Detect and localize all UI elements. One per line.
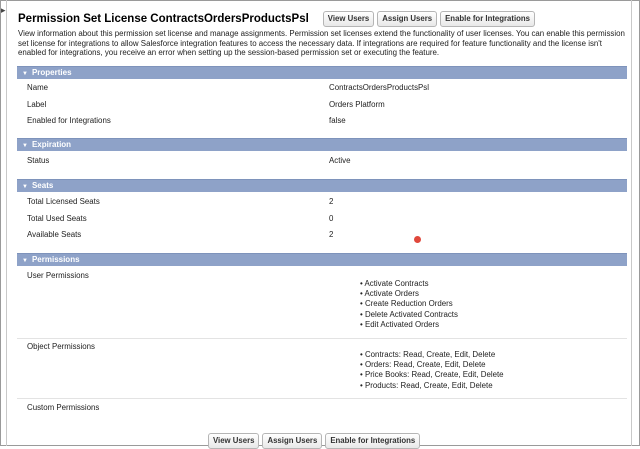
- list-item: • Activate Orders: [360, 289, 458, 299]
- section-title: Permissions: [31, 255, 80, 264]
- list-item: • Delete Activated Contracts: [360, 310, 458, 320]
- row-value: Orders Platform: [329, 100, 385, 109]
- assign-users-button[interactable]: Assign Users: [377, 11, 437, 27]
- footer-button-bar: [208, 433, 423, 449]
- view-users-button[interactable]: View Users: [208, 433, 259, 449]
- collapse-triangle-icon: ▼: [22, 184, 28, 190]
- assign-users-button[interactable]: Assign Users: [262, 433, 322, 449]
- user-permissions-label: User Permissions: [27, 271, 89, 280]
- list-item: • Contracts: Read, Create, Edit, Delete: [360, 350, 504, 360]
- section-header-properties[interactable]: [17, 66, 627, 79]
- row-value: 2: [329, 197, 334, 206]
- section-header-seats[interactable]: [17, 179, 627, 192]
- view-users-button[interactable]: View Users: [323, 11, 374, 27]
- list-item: • Orders: Read, Create, Edit, Delete: [360, 360, 504, 370]
- section-properties: [17, 66, 627, 79]
- user-permissions-list: [360, 279, 458, 330]
- cursor-indicator-dot: [414, 236, 421, 243]
- collapse-triangle-icon: ▼: [22, 143, 28, 149]
- row-label: Available Seats: [27, 230, 82, 239]
- row-label: Status: [27, 156, 50, 165]
- row-divider: [17, 338, 627, 339]
- row-label: Name: [27, 83, 49, 92]
- section-title: Seats: [31, 181, 54, 190]
- section-title: Expiration: [31, 140, 72, 149]
- list-item: • Price Books: Read, Create, Edit, Delete: [360, 370, 504, 380]
- object-permissions-label: Object Permissions: [27, 342, 95, 351]
- custom-permissions-label: Custom Permissions: [27, 403, 100, 412]
- right-border: [631, 0, 632, 446]
- row-label: Label: [27, 100, 47, 109]
- section-header-permissions[interactable]: [17, 253, 627, 266]
- row-value: 2: [329, 230, 334, 239]
- row-value: 0: [329, 214, 334, 223]
- list-item: • Products: Read, Create, Edit, Delete: [360, 381, 504, 391]
- row-value: ContractsOrdersProductsPsl: [329, 83, 429, 92]
- list-item: • Activate Contracts: [360, 279, 458, 289]
- collapse-triangle-icon: ▼: [22, 71, 28, 77]
- section-permissions: [17, 253, 627, 266]
- enable-for-integrations-button[interactable]: Enable for Integrations: [325, 433, 420, 449]
- left-border: [6, 0, 7, 446]
- section-seats: [17, 179, 627, 192]
- row-label: Total Licensed Seats: [27, 197, 100, 206]
- row-label: Enabled for Integrations: [27, 116, 111, 125]
- collapse-arrow-icon[interactable]: ▸: [1, 5, 6, 15]
- section-title: Properties: [31, 68, 72, 77]
- row-value: false: [329, 116, 346, 125]
- row-label: Total Used Seats: [27, 214, 87, 223]
- row-value: Active: [329, 156, 351, 165]
- row-divider: [17, 398, 627, 399]
- page-header: [18, 10, 538, 28]
- intro-description: View information about this permission set license and manage assignments. Permission set licenses extend the functionality of user licenses. You can enable this permission set license for integrations to allow Salesforce integration features to access the necessary data. If integrations are required for feature functionality and the license isn't enabled for integrations, you receive an error when setting up the session-based permission set or executing the feature.: [18, 29, 625, 57]
- section-header-expiration[interactable]: [17, 138, 627, 151]
- collapse-triangle-icon: ▼: [22, 258, 28, 264]
- object-permissions-list: [360, 350, 504, 391]
- enable-for-integrations-button[interactable]: Enable for Integrations: [440, 11, 535, 27]
- list-item: • Edit Activated Orders: [360, 320, 458, 330]
- page-title: Permission Set License ContractsOrdersProductsPsl: [18, 13, 309, 25]
- section-expiration: [17, 138, 627, 151]
- list-item: • Create Reduction Orders: [360, 299, 458, 309]
